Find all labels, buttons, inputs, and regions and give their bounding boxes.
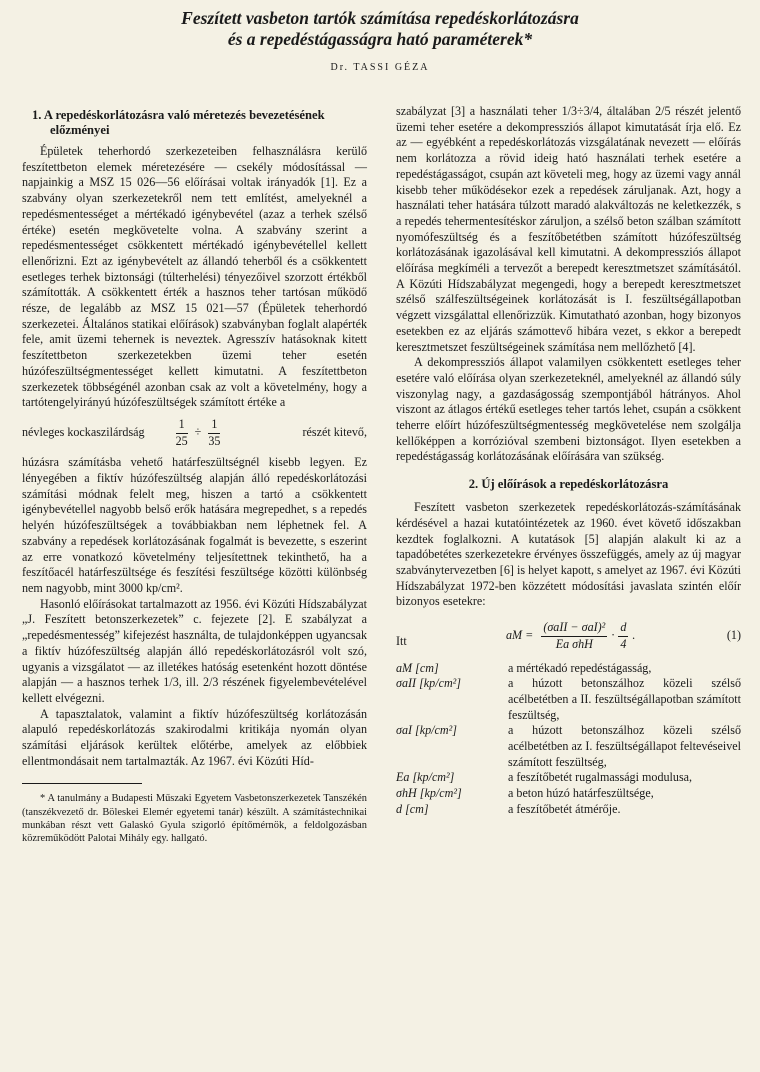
title-line-1: Feszített vasbeton tartók számítása repedéskorlátozásra bbox=[181, 8, 579, 28]
left-column bbox=[22, 108, 367, 845]
section-1-heading: 1. A repedéskorlátozásra való méretezés bevezetésének előzményei bbox=[32, 108, 325, 137]
definition-text: a feszítőbetét rugalmassági modulusa, bbox=[508, 770, 693, 785]
definition-symbol: aM [cm] bbox=[396, 660, 439, 675]
definition-text: a feszítőbetét átmérője. bbox=[508, 801, 621, 816]
equation-lhs: aM = bbox=[506, 628, 534, 643]
fraction-denominator: 25 bbox=[175, 433, 188, 448]
equation-tail: . bbox=[632, 628, 636, 643]
definition-text: a beton húzó határfeszültsége, bbox=[508, 786, 654, 801]
equation-fraction bbox=[618, 620, 628, 652]
definition-symbol: σaI [kp/cm²] bbox=[396, 723, 457, 738]
title-line-2: és a repedéstágasságra ható paraméterek* bbox=[227, 29, 533, 49]
fraction-denominator: 35 bbox=[208, 433, 221, 448]
paragraph: húzásra számításba vehető határfeszültségnél kisebb legyen. Ez lényegében a fiktív húzófeszültség alapján álló repedéskorlátozási számítási módnak felelt meg, hiszen a tartó a csökkentett igénybevétellel nagyobb belső erők hatására megrepedhet, s a repedés helyén húzófeszültségek a továbbiakban nem léphetnek fel. A szabvány a repedések korlátozásának fogalmát is bevezette, s eszerint az erre vonatkozó követelmény teljesítettnek tekinthető, ha a feszítőacél határfeszültsége és feszítési feszültsége közötti különbség nem nagyobb, mint 3000 kp/cm². bbox=[22, 455, 367, 595]
fraction-label: névleges kockaszilárdság bbox=[22, 425, 145, 440]
fraction bbox=[173, 417, 191, 449]
paragraph: szabályzat [3] a használati teher 1/3÷3/4, általában 2/5 részét jelentő üzemi teher esetére a dekompressziós állapot kimutatását írja elő. Ez az — egyébként a repedéskorlátozás vizsgálatának nevezett — előírás nem korlátozza a rövid ideig ható használati terhek esetére a repedéstágasságot, csupán azt követeli meg, hogy az üzemi vagy annál kisebb teher működésekor ezek a repedések záruljanak. Azt, hogy a használati teher hatására túlzott maradó alakváltozás ne keletkezzék, s a repedés tehermentesítéskor záruljon, a szélső beton szálban számított nyomófeszültség és a feszítőbetétben számított húzófeszültség korlátozásának igazolásával kell kimutatni. A dekompressziós állapot előírása megkíméli a tervezőt a berepedt keresztmetszet számításától. A Közúti Hídszabályzat megengedi, hogy a berepedt keresztmetszet szélső szálfeszültségeinek korlátozását is I. feszültségállapotban végzett vizsgálattal ellenőrizzük. Kimutatható azonban, hogy bizonyos esetekben ez az eljárás számottevő hibára vezet, s ekkor a berepedt keresztmetszet feszültségeinek számítása nem mellőzhető [4]. bbox=[396, 104, 741, 354]
definition-row bbox=[396, 802, 741, 818]
paragraph: A tapasztalatok, valamint a fiktív húzófeszültség korlátozásán alapuló repedéskorlátozás szakirodalmi kritikája nyomán olyan számítási eljárások kerültek előtérbe, amelyek az előbbiek ellentmondásait nem tartalmazták. Az 1967. évi Közúti Híd- bbox=[22, 706, 367, 768]
equation-numerator: d bbox=[618, 620, 628, 637]
equation-denominator: Ea σhH bbox=[555, 636, 593, 651]
definition-symbol: Ea [kp/cm²] bbox=[396, 770, 455, 785]
equation-1 bbox=[396, 620, 741, 652]
definition-row bbox=[396, 770, 741, 786]
footnote-divider bbox=[22, 783, 142, 784]
symbol-definitions bbox=[396, 661, 741, 818]
definition-text: a mértékadó repedéstágasság, bbox=[508, 660, 652, 675]
definition-symbol: d [cm] bbox=[396, 801, 429, 816]
equation-denominator: 4 bbox=[620, 636, 627, 651]
section-2-heading: 2. Új előírások a repedéskorlátozásra bbox=[468, 477, 669, 492]
definition-text: a húzott betonszálhoz közeli szélső acélbetétben az I. feszültségállapot feltevéseivel számított feszültség, bbox=[508, 723, 741, 769]
fraction-line bbox=[22, 417, 367, 449]
equation-fraction bbox=[541, 620, 607, 652]
definition-row bbox=[396, 676, 741, 723]
equation-number: (1) bbox=[726, 628, 741, 643]
definition-symbol: σhH [kp/cm²] bbox=[396, 786, 462, 801]
paragraph: Feszített vasbeton szerkezetek repedéskorlátozás-számításának kérdésével a hazai kutatóintézetek az 1960. évet követő időszakban kezdtek foglalkozni. A kutatások [5] alapján alakult ki az a tapadóbetétes szerkezetekre érvényes összefüggés, amely az új magyar szabványtervezetben [6] is helyet kapott, s amelyet az 1967. évi Közúti Hídszabályzat 1972-ben közzétett módosítási javaslata szintén előír bizonyos esetekre: bbox=[396, 500, 741, 609]
footnote: * A tanulmány a Budapesti Műszaki Egyetem Vasbetonszerkezetek Tanszékén (tanszékvezető dr. Böleskei Elemér egyetemi tanár) készült. A számítástechnikai munkában részt vett Galaskó Gyula szigorló építőmérnök, a feldolgozásban közreműködött Palotai Mihály egy. hallgató. bbox=[22, 793, 367, 845]
equation-intro: Itt bbox=[396, 634, 407, 649]
equation-dot: · bbox=[611, 628, 615, 643]
fraction-separator: ÷ bbox=[194, 425, 202, 440]
fraction bbox=[205, 417, 223, 449]
paragraph: Hasonló előírásokat tartalmazott az 1956. évi Közúti Hídszabályzat „J. Feszített betonszerkezetek” c. fejezete [2]. E szabályzat a „repedésmentesség” kifejezést használta, de tulajdonképpen ugyancsak a fiktív húzófeszültség alapján álló repedéskorlátozásról volt szó, ugyanis a vizsgálatot — az illetékes hatóság esetenként hozott döntése alapján — a hasznos terhek 1/3, ill. 2/3 részének figyelembevételével kellett elvégezni. bbox=[22, 596, 367, 705]
paragraph: A dekompressziós állapot valamilyen csökkentett esetleges teher esetére való előírása olyan szerkezeteknél, amelyeknél az állandó súly viszonylag nagy, a gazdaságosság szempontjából hátrányos. Ahol viszont az átlagos értékű esetleges teher tartós lehet, csupán a csökkent teherre előírt húzófeszültségmentesség megkövetelése nem szolgálja kellőképpen a korrózióval szembeni biztonságot. Ilyen esetekben a repedéstágasság korlátozásának előírására van szükség. bbox=[396, 355, 741, 464]
definition-row bbox=[396, 723, 741, 770]
fraction-numerator: 1 bbox=[208, 417, 220, 434]
definition-symbol: σaII [kp/cm²] bbox=[396, 676, 462, 691]
paragraph: Épületek teherhordó szerkezeteiben felhasználásra kerülő feszítettbeton elemek méretezésére — csekély módosítással — napjainkig a MSZ 15 026—56 előírásai voltak irányadók [1]. Ez a szabvány olyan szerkezetekről nem tett említést, amelyeknél a repedésmentességet a mértékadó igénybevétel (azaz a terhek szélső értéke) esetén megkövetelte volna. A szabvány szerint a repedésmentességet csökkentett mértékadó igénybevétellel kellett ellenőrizni. Ezt az igénybevételt az állandó teherből és a csökkentett esetleges terhek biztonsági (túlterhelési) tényezőivel szorzott értékből számították. A csökkentett érték a hasznos teher tartósan működő része, de legalább az MSZ 15 021—57 (Épületek teherhordó szerkezetei. Általános statikai előírások) szabványban foglalt alapérték fele, amit üzemi tehernek is neveztek. Agresszív hatásoknak kitett feszítettbeton szerkezetekben üzemi teher esetén húzófeszültségmentességet kellett kimutatni. A feszítettbeton szerkezetek többségénél azonban csak az volt a követelmény, hogy a tartótengelyirányú húzófeszültségek számított értéke a bbox=[22, 144, 367, 410]
author: Dr. TASSI GÉZA bbox=[330, 62, 430, 73]
definition-row bbox=[396, 786, 741, 802]
fraction-tail: részét kitevő, bbox=[302, 425, 367, 440]
equation-numerator: (σaII − σaI)² bbox=[541, 620, 607, 637]
fraction-numerator: 1 bbox=[176, 417, 188, 434]
right-column bbox=[396, 104, 741, 818]
definition-row bbox=[396, 661, 741, 677]
article-title bbox=[0, 8, 760, 50]
definition-text: a húzott betonszálhoz közeli szélső acélbetétben a II. feszültségállapotban számított feszültség, bbox=[508, 676, 741, 722]
